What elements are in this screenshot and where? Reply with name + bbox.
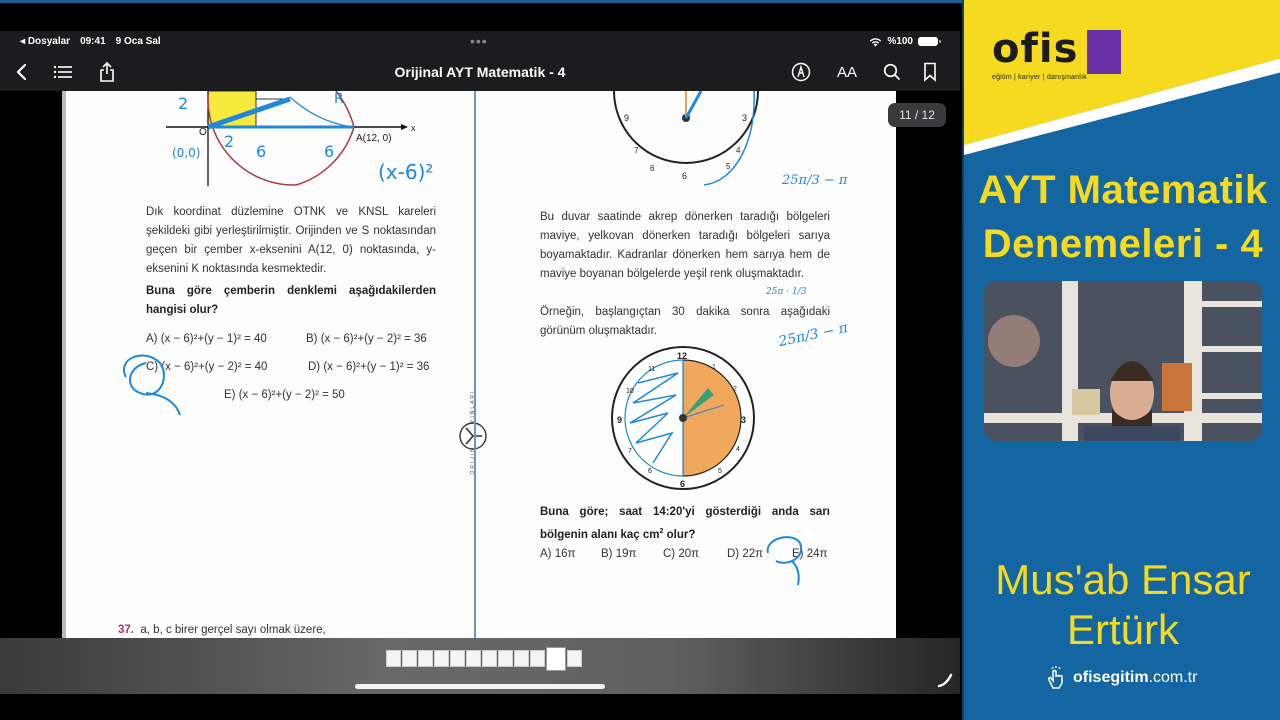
svg-text:4: 4 [736, 146, 741, 155]
document-title: Orijinal AYT Matematik - 4 [394, 64, 566, 80]
page-thumbnail[interactable] [466, 650, 481, 667]
option-b[interactable]: B) (x − 6)²+(y − 2)² = 36 [306, 333, 427, 345]
svg-text:9: 9 [617, 415, 623, 425]
option-a[interactable]: A) (x − 6)²+(y − 1)² = 40 [146, 333, 267, 345]
answer-circle-mark [116, 349, 192, 419]
clock-top-figure [606, 91, 766, 196]
page-thumbnail[interactable] [434, 650, 449, 667]
svg-text:6: 6 [680, 479, 686, 489]
svg-text:12: 12 [677, 351, 688, 361]
tap-hand-icon [1046, 666, 1068, 690]
presenter-first-name: Mus'ab Ensar [995, 556, 1251, 603]
coordinate-figure [166, 91, 466, 191]
svg-text:x: x [411, 123, 416, 133]
page-thumbnail[interactable] [530, 650, 545, 667]
svg-text:(x-6)²: (x-6)² [378, 160, 434, 184]
svg-text:11: 11 [648, 366, 656, 373]
logo-mark-icon [1087, 30, 1121, 74]
publisher-spine [458, 381, 488, 491]
handwritten-note-3: 25π/3 − π [777, 319, 850, 351]
svg-text:2: 2 [178, 94, 189, 113]
svg-text:7: 7 [628, 448, 632, 455]
svg-text:2: 2 [733, 386, 737, 393]
headline-line-1: AYT Matematik [978, 168, 1268, 212]
clock-figure [608, 343, 758, 493]
webcam-scene [984, 281, 1262, 441]
text-size-icon: AA [836, 63, 857, 81]
search-button[interactable] [878, 59, 906, 85]
status-bar [0, 31, 960, 53]
presenter-name [964, 555, 1280, 655]
option-e[interactable]: E) (x − 6)²+(y − 2)² = 50 [224, 389, 345, 401]
publisher-logo-icon [458, 421, 488, 451]
status-date: 9 Oca Sal [115, 36, 161, 47]
page-thumbnail[interactable] [386, 650, 401, 667]
question-36-text: Dık koordinat düzlemine OTNK ve KNSL kareleri şekildeki gibi yerleştirilmiştir. Orijinden ve S noktasından geçen bir çember x-eksenini A(12, 0) noktasında, y-eksenini K noktasında kesmektedir. [146, 206, 436, 275]
clock-question-prompt: Buna göre; saat 14:20'yi gösterdiği anda sarı bölgenin alanı kaç $cm^2$ olur? [540, 506, 830, 541]
option-d[interactable]: D) (x − 6)²+(y − 1)² = 36 [308, 361, 430, 373]
svg-text:(0,0): (0,0) [172, 146, 201, 160]
svg-text:4: 4 [736, 446, 740, 453]
svg-text:2: 2 [224, 132, 235, 151]
markup-pen-icon [791, 62, 811, 82]
wifi-icon [869, 37, 882, 47]
svg-text:9: 9 [624, 113, 630, 123]
markup-button[interactable] [787, 59, 815, 85]
svg-text:6: 6 [256, 142, 267, 161]
svg-text:10: 10 [626, 388, 634, 395]
chevron-left-icon [15, 63, 29, 81]
svg-text:R: R [334, 91, 344, 107]
page-thumbnail[interactable] [567, 650, 582, 667]
bookmark-button[interactable] [916, 59, 944, 85]
question-36-prompt: Buna göre çemberin denklemi aşağıdakilerden hangisi olur? [146, 285, 436, 316]
svg-text:3: 3 [741, 415, 747, 425]
share-icon [98, 61, 116, 83]
list-icon [53, 64, 73, 80]
page-thumbnails[interactable] [386, 650, 582, 671]
page-thumbnail[interactable] [450, 650, 465, 667]
svg-text:6: 6 [650, 164, 655, 173]
option-c[interactable]: C) (x − 6)²+(y − 2)² = 40 [146, 361, 268, 373]
search-icon [883, 63, 901, 81]
headline-line-2: Denemeleri - 4 [982, 222, 1264, 266]
svg-text:6: 6 [648, 468, 652, 475]
document-viewer[interactable] [0, 91, 960, 638]
presenter-webcam [984, 281, 1262, 441]
handwritten-note-2: 25π · 1/3 [766, 287, 807, 297]
battery-icon [918, 37, 938, 46]
svg-text:1: 1 [712, 364, 716, 371]
pdf-page[interactable] [62, 91, 896, 638]
page-counter: 11 / 12 [888, 103, 946, 127]
svg-text:5: 5 [726, 162, 731, 171]
question-text-1: Bu duvar saatinde akrep dönerken taradığı bölgeleri maviye, yelkovan dönerken taradığı bölgeleri sarıya boyamaktadır. Kadranlar dönerken hem sarıya hem de maviye boyanan bölgelerde yeşil renk oluşmaktadır. [540, 211, 830, 280]
clock-option-a[interactable]: A) 16π [540, 548, 576, 560]
svg-text:3: 3 [742, 113, 748, 123]
column-divider [474, 91, 476, 638]
brand-panel [962, 0, 1280, 720]
svg-text:7: 7 [634, 146, 639, 155]
home-indicator[interactable] [355, 684, 605, 689]
handwritten-note-1: 25π/3 − π [782, 173, 848, 188]
page-thumbnail[interactable] [498, 650, 513, 667]
outline-button[interactable] [49, 59, 77, 85]
back-button[interactable] [8, 59, 36, 85]
ofis-logo: ofis eğitim | kariyer | danışmanlık [992, 26, 1087, 81]
back-app-label: Dosyalar [27, 36, 71, 47]
page-thumbnail[interactable] [482, 650, 497, 667]
battery-percent: %100 [887, 36, 913, 47]
question-text-2: Örneğin, başlangıçtan 30 dakika sonra aşağıdaki görünüm oluşmaktadır. [540, 306, 830, 337]
document-toolbar [0, 53, 960, 91]
status-time: 09:41 [80, 36, 106, 47]
multitasking-dots[interactable]: ••• [470, 33, 488, 49]
clock-option-c[interactable]: C) 20π [663, 548, 700, 560]
clock-option-e[interactable]: E) 24π [792, 548, 828, 560]
page-thumbnail[interactable] [418, 650, 433, 667]
page-thumbnail[interactable] [514, 650, 529, 667]
svg-text:6: 6 [682, 171, 688, 181]
pencil-icon[interactable] [936, 671, 954, 689]
text-size-button[interactable] [833, 59, 861, 85]
svg-text:5: 5 [718, 468, 722, 475]
website-link[interactable]: ofisegitim.com.tr [1046, 666, 1197, 690]
bookmark-icon [923, 62, 937, 82]
page-thumbnail-current[interactable] [546, 647, 566, 671]
share-button[interactable] [93, 59, 121, 85]
next-question: 37. a, b, c birer gerçel sayı olmak üzere, [118, 624, 326, 636]
point-a-label: A(12, 0) [356, 133, 392, 144]
origin-label: O [199, 127, 207, 138]
svg-text:6: 6 [324, 142, 335, 161]
answer-circle-mark-right [762, 531, 814, 587]
presenter-last-name: Ertürk [1066, 606, 1179, 653]
back-to-app-link[interactable]: ◂ Dosyalar [20, 36, 71, 47]
clock-option-d[interactable]: D) 22π [727, 548, 764, 560]
page-thumbnail[interactable] [402, 650, 417, 667]
clock-option-b[interactable]: B) 19π [601, 548, 637, 560]
